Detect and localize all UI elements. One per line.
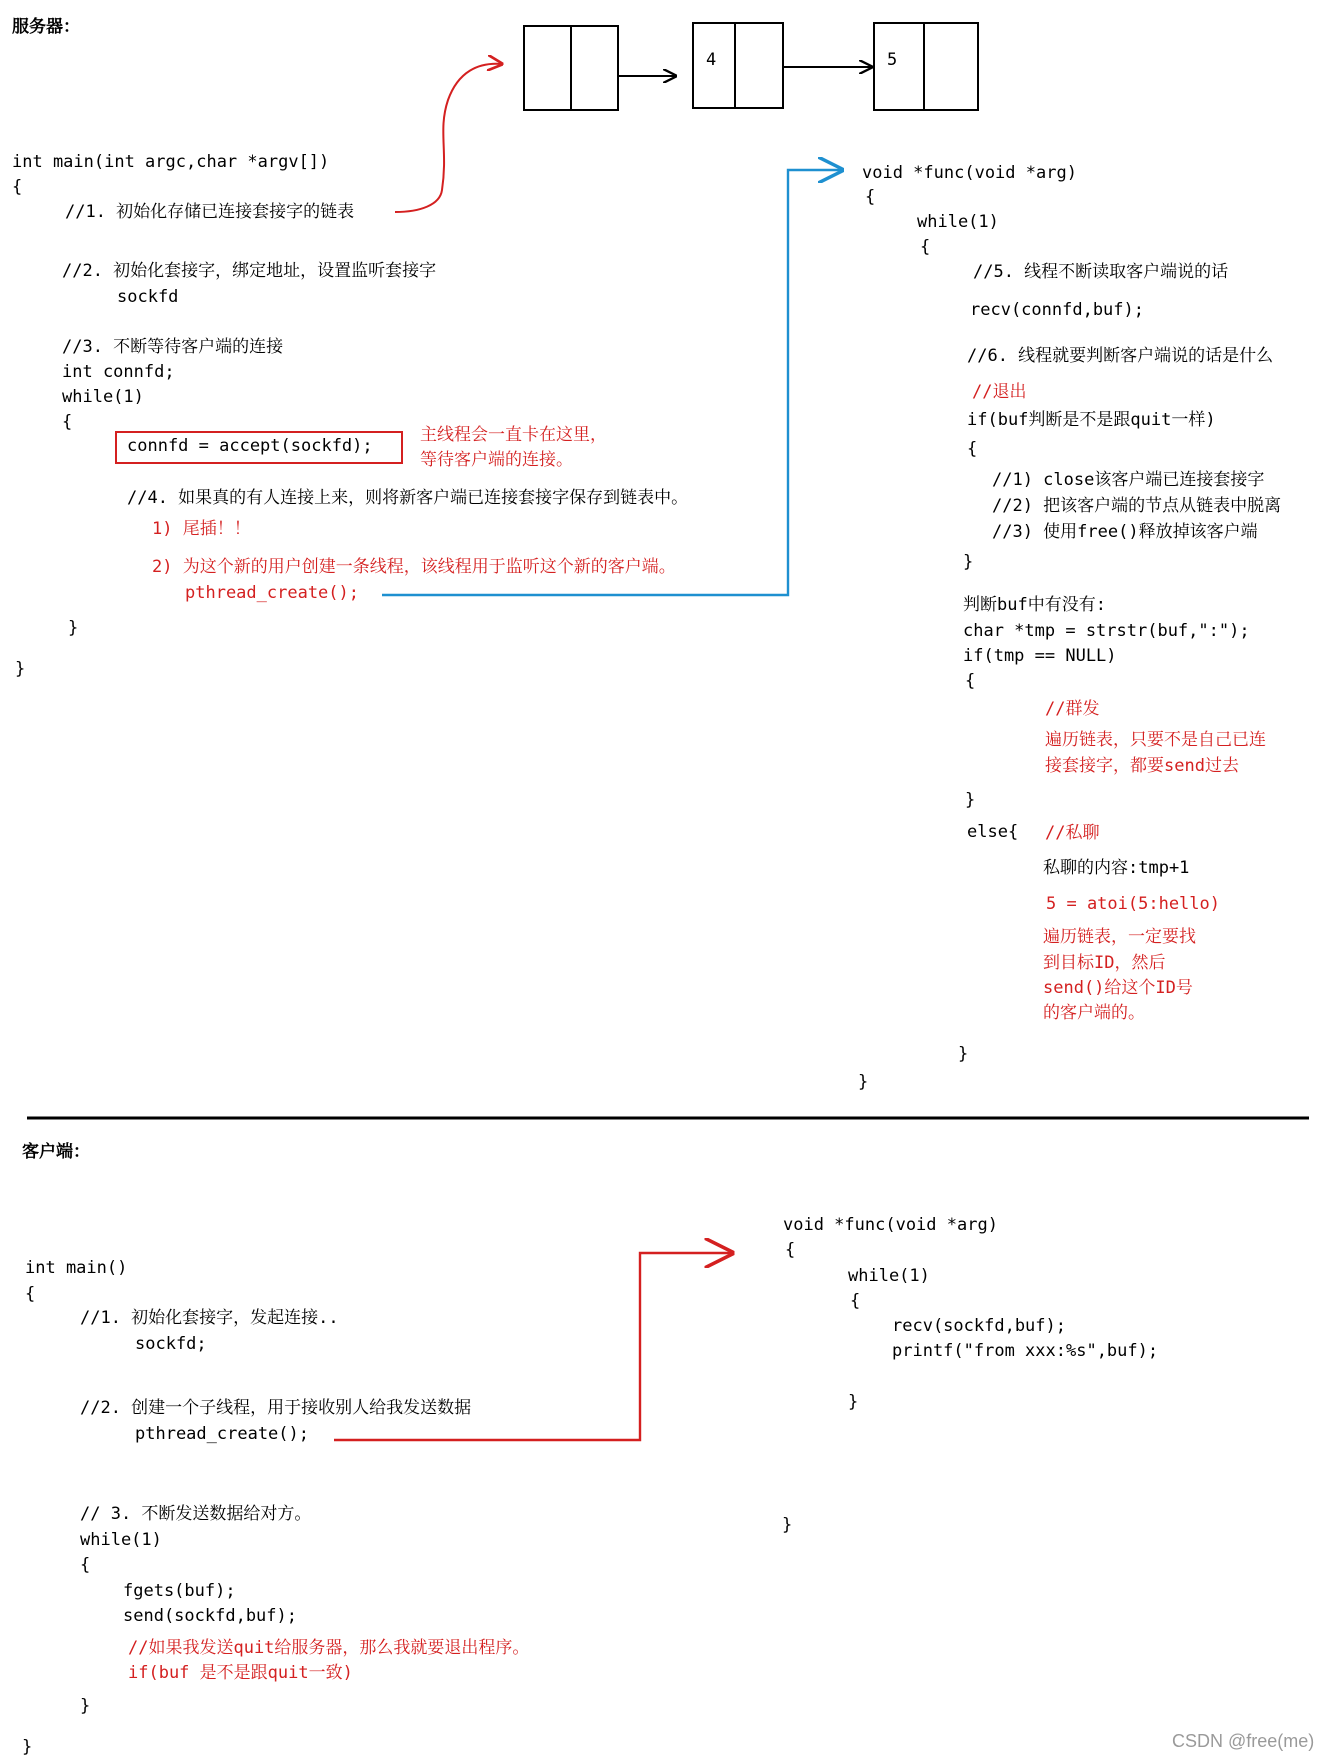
- annotation-note: 1) 尾插！！: [152, 519, 251, 539]
- annotation-note: //群发: [1045, 699, 1100, 719]
- code-line: 私聊的内容:tmp+1: [1043, 858, 1190, 878]
- list-node-head: [523, 25, 619, 111]
- code-line: {: [80, 1555, 91, 1575]
- code-line: send(sockfd,buf);: [123, 1606, 297, 1626]
- code-line: }: [858, 1072, 869, 1092]
- watermark: CSDN @free(me): [1172, 1731, 1315, 1751]
- annotation-note: 主线程会一直卡在这里，: [420, 425, 607, 445]
- code-line: while(1): [80, 1530, 162, 1550]
- list-init-arrow: [395, 64, 502, 212]
- code-line: {: [865, 187, 876, 207]
- code-line: }: [782, 1515, 793, 1535]
- code-line: int main(int argc,char *argv[]): [12, 152, 330, 172]
- code-line: }: [15, 659, 26, 679]
- code-line: recv(connfd,buf);: [970, 300, 1144, 320]
- code-line: sockfd;: [135, 1334, 207, 1354]
- code-line: sockfd: [117, 287, 179, 307]
- annotation-note: 的客户端的。: [1043, 1003, 1145, 1023]
- code-line: {: [25, 1284, 36, 1304]
- annotation-note: send()给这个ID号: [1043, 978, 1193, 998]
- code-comment: //1. 初始化套接字，发起连接..: [80, 1308, 339, 1328]
- code-line: void *func(void *arg): [862, 163, 1077, 183]
- code-line: while(1): [917, 212, 999, 232]
- code-line: while(1): [848, 1266, 930, 1286]
- code-line: }: [848, 1392, 859, 1412]
- code-line: }: [68, 618, 79, 638]
- server-header: 服务器：: [12, 17, 80, 37]
- annotation-note: 5 = atoi(5:hello): [1046, 894, 1220, 914]
- code-line: fgets(buf);: [123, 1581, 236, 1601]
- code-comment: //5. 线程不断读取客户端说的话: [973, 262, 1229, 282]
- annotation-note: 2) 为这个新的用户创建一条线程，该线程用于监听这个新的客户端。: [152, 557, 676, 577]
- code-line: printf("from xxx:%s",buf);: [892, 1341, 1159, 1361]
- list-node-value: 4: [706, 50, 717, 70]
- code-line: {: [850, 1291, 861, 1311]
- code-line: {: [12, 177, 23, 197]
- code-line: {: [967, 439, 978, 459]
- code-line: if(buf判断是不是跟quit一样): [967, 410, 1216, 430]
- code-line: }: [965, 790, 976, 810]
- code-line: }: [958, 1044, 969, 1064]
- code-comment: //2. 初始化套接字，绑定地址，设置监听套接字: [62, 261, 437, 281]
- list-node-5: [873, 22, 979, 111]
- annotation-note: //如果我发送quit给服务器，那么我就要退出程序。: [128, 1638, 530, 1658]
- code-comment: //1. 初始化存储已连接套接字的链表: [65, 202, 355, 222]
- code-comment: // 3. 不断发送数据给对方。: [80, 1504, 312, 1524]
- pthread-create-call: pthread_create();: [185, 583, 359, 603]
- code-line: {: [62, 412, 73, 432]
- code-comment: //6. 线程就要判断客户端说的话是什么: [967, 346, 1274, 366]
- code-line: int main(): [25, 1258, 128, 1278]
- code-comment: //2) 把该客户端的节点从链表中脱离: [992, 496, 1282, 516]
- code-comment: //3) 使用free()释放掉该客户端: [992, 522, 1258, 542]
- code-line: char *tmp = strstr(buf,":");: [963, 621, 1250, 641]
- annotation-note: 到目标ID，然后: [1043, 953, 1166, 973]
- code-comment: //1) close该客户端已连接套接字: [992, 470, 1265, 490]
- pthread-create-call: pthread_create();: [135, 1424, 309, 1444]
- code-line: recv(sockfd,buf);: [892, 1316, 1066, 1336]
- code-line: }: [22, 1737, 33, 1757]
- thread-create-arrow: [382, 170, 842, 595]
- code-line: 判断buf中有没有:: [963, 595, 1106, 615]
- annotation-note: 接套接字，都要send过去: [1045, 756, 1239, 776]
- annotation-note: //私聊: [1045, 823, 1100, 843]
- code-line: int connfd;: [62, 362, 175, 382]
- code-line: while(1): [62, 387, 144, 407]
- code-line: void *func(void *arg): [783, 1215, 998, 1235]
- code-line: {: [920, 237, 931, 257]
- code-line: {: [965, 671, 976, 691]
- client-header: 客户端：: [22, 1142, 90, 1162]
- accept-call: connfd = accept(sockfd);: [127, 436, 373, 456]
- annotation-note: if(buf 是不是跟quit一致): [128, 1663, 353, 1683]
- list-node-4: [692, 22, 784, 109]
- code-line: if(tmp == NULL): [963, 646, 1117, 666]
- code-comment: //4. 如果真的有人连接上来，则将新客户端已连接套接字保存到链表中。: [127, 488, 689, 508]
- annotation-note: 等待客户端的连接。: [420, 450, 573, 470]
- code-line: }: [80, 1696, 91, 1716]
- code-comment: //2. 创建一个子线程，用于接收别人给我发送数据: [80, 1398, 472, 1418]
- code-comment: //3. 不断等待客户端的连接: [62, 337, 284, 357]
- code-line: {: [785, 1240, 796, 1260]
- annotation-note: //退出: [972, 382, 1027, 402]
- list-node-value: 5: [887, 50, 898, 70]
- annotation-note: 遍历链表，只要不是自己已连: [1045, 730, 1266, 750]
- code-line: else{: [967, 822, 1019, 842]
- annotation-note: 遍历链表，一定要找: [1043, 927, 1196, 947]
- code-line: }: [963, 552, 974, 572]
